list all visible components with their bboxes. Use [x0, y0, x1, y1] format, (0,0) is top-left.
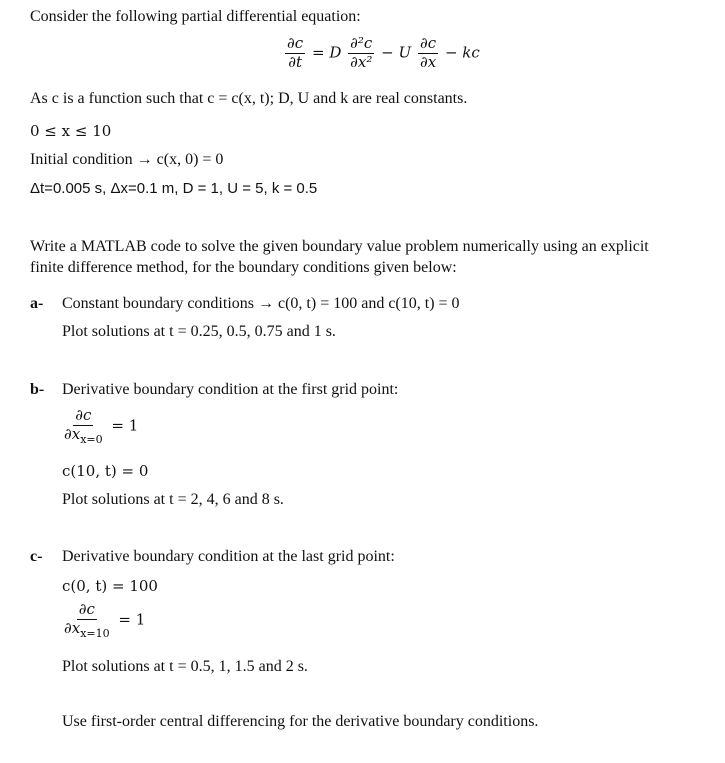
domain-text: 0 ≤ x ≤ 10 [30, 122, 112, 140]
pde-u: U [398, 43, 412, 62]
as-c-text: As c is a function such that c = c(x, t); D, U and k are real constants. [30, 90, 468, 107]
pde-t3-num: ∂c [419, 34, 437, 52]
footer-note: Use first-order central differencing for the derivative boundary conditions. [62, 713, 539, 730]
part-b-label: b- [30, 381, 45, 398]
part-c-frac [62, 602, 112, 639]
part-c-derivative [60, 602, 145, 639]
pde-equals: = [311, 43, 325, 62]
pde-t2-den: ∂x² [350, 52, 373, 71]
pde-minus: − [381, 43, 394, 62]
part-a-line [30, 295, 460, 313]
part-c-frac-num: ∂c [78, 600, 95, 618]
pde-d: D [329, 43, 342, 62]
pde-lhs-num: ∂c [287, 34, 304, 52]
part-a-label: a- [30, 295, 44, 312]
part-b-c-line: c(10, t) = 0 [62, 462, 149, 480]
pde-t3-den: ∂x [419, 52, 437, 71]
pde-lhs [285, 36, 305, 71]
pde-t2-num: ∂²c [350, 34, 373, 52]
part-c-label: c- [30, 548, 43, 565]
part-b-derivative [60, 408, 138, 445]
part-c-plot: Plot solutions at t = 0.5, 1, 1.5 and 2 s. [62, 658, 308, 675]
part-c-subscript: x=10 [80, 626, 110, 640]
part-c-text: Derivative boundary condition at the last grid point: [62, 548, 395, 565]
part-c-line [30, 548, 395, 566]
part-a-text: Constant boundary conditions → c(0, t) = 100 and c(10, t) = 0 [62, 295, 460, 312]
pde-lhs-den: ∂t [288, 52, 302, 71]
part-a-plot: Plot solutions at t = 0.25, 0.5, 0.75 and 1 s. [62, 323, 336, 340]
part-c-value: = 1 [118, 610, 146, 629]
part-b-value: = 1 [111, 416, 139, 435]
part-c-frac-den: $\partial x_{x=10}$ [64, 618, 110, 640]
pde-first-derivative [418, 36, 438, 71]
pde-tail: − kc [444, 43, 480, 62]
part-c-c-line: c(0, t) = 100 [62, 577, 158, 595]
part-b-frac-den: $\partial x_{x=0}$ [64, 424, 103, 446]
part-b-frac-num: ∂c [75, 406, 92, 424]
part-b-plot: Plot solutions at t = 2, 4, 6 and 8 s. [62, 491, 284, 508]
task-line-1: Write a MATLAB code to solve the given boundary value problem numerically using an explicit [30, 238, 649, 255]
pde-equation [283, 36, 480, 71]
parameters: Δt=0.005 s, Δx=0.1 m, D = 1, U = 5, k = 0.5 [30, 180, 318, 197]
intro-text: Consider the following partial differential equation: [30, 8, 361, 25]
part-b-text: Derivative boundary condition at the first grid point: [62, 381, 399, 398]
part-b-subscript: x=0 [80, 432, 103, 446]
task-line-2: finite difference method, for the boundary conditions given below: [30, 259, 457, 276]
part-b-frac [62, 408, 105, 445]
part-b-line [30, 381, 398, 399]
pde-second-derivative [348, 36, 374, 71]
initial-condition: Initial condition → c(x, 0) = 0 [30, 151, 224, 168]
